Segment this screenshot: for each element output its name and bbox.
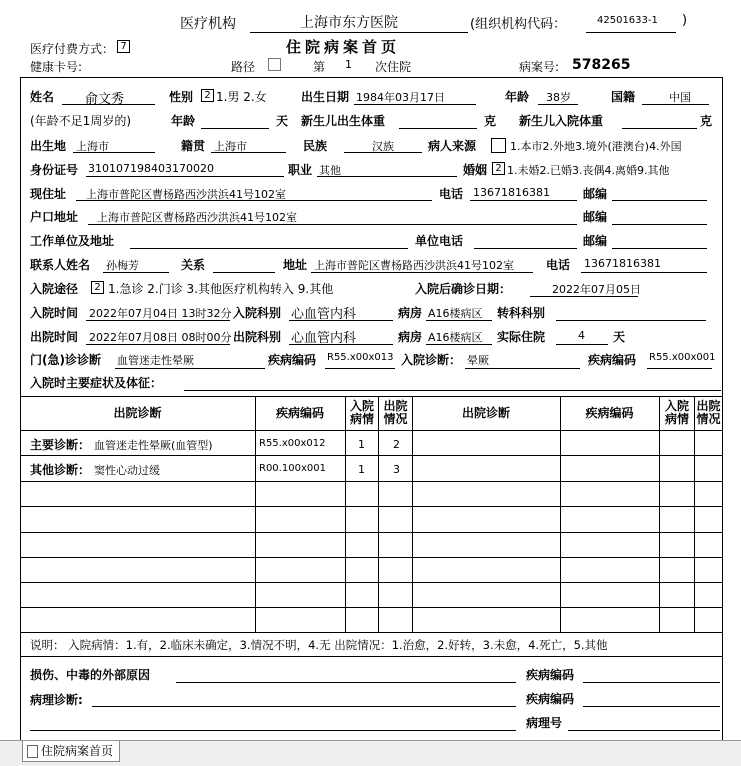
contact-addr-label: 地址 (283, 258, 308, 272)
address-label: 现住址 (30, 187, 67, 201)
hukou-label: 户口地址 (30, 210, 79, 224)
day-unit: 天 (276, 114, 289, 128)
sex-field[interactable]: 2 (201, 89, 214, 102)
job-label: 职业 (288, 163, 313, 177)
col-header-discharge-dx-2: 出院诊断 (461, 406, 510, 420)
address-value[interactable]: 上海市普陀区曹杨路西沙洪浜41号102室 (86, 188, 286, 201)
admit-dept-label: 入院科别 (233, 306, 282, 320)
sex-label: 性别 (169, 90, 194, 104)
native-value[interactable]: 上海市 (214, 140, 247, 153)
pay-type-field[interactable]: 7 (117, 40, 130, 53)
discharge-dept-label: 出院科别 (233, 330, 282, 344)
outpatient-code[interactable]: R55.x00x013 (327, 352, 394, 363)
admit-time-label: 入院时间 (30, 306, 79, 320)
source-options: 1.本市2.外地3.境外(港澳台)4.外国 (510, 140, 682, 153)
contact-phone-label: 电话 (546, 258, 571, 272)
discharge-time-value[interactable]: 2022年07月08日 08时00分 (89, 331, 232, 344)
gram-unit-2: 克 (700, 114, 713, 128)
infant-age-label: 年龄 (171, 114, 196, 128)
pathology-no-label: 病理号 (526, 716, 563, 730)
birthplace-value[interactable]: 上海市 (76, 140, 109, 153)
source-field[interactable] (491, 138, 506, 153)
nationality-label: 国籍 (611, 90, 636, 104)
org-code-close: ) (682, 13, 688, 28)
other-dx-outcome[interactable]: 3 (393, 463, 400, 476)
outpatient-dx-value[interactable]: 血管迷走性晕厥 (117, 354, 194, 367)
ward-label-2: 病房 (398, 330, 423, 344)
col-header-admit-state-2: 入院病情 (664, 399, 689, 426)
code-label-2: 疾病编码 (588, 353, 637, 367)
col-header-outcome: 出院情况 (383, 399, 408, 426)
marriage-field[interactable]: 2 (492, 162, 505, 175)
infant-note: (年龄不足1周岁的) (30, 114, 131, 128)
ethnic-value[interactable]: 汉族 (372, 140, 394, 153)
health-card-label: 健康卡号: (30, 60, 83, 74)
org-code-label: (组织机构代码： (470, 17, 567, 32)
diagnosis-note: 说明： 入院病情：1.有，2.临床未确定，3.情况不明，4.无 出院情况：1.治愈，2.好转，3.未愈，4.死亡，5.其他 (30, 638, 608, 652)
stay-label: 实际住院 (497, 330, 546, 344)
admit-times-label: 次住院 (375, 60, 412, 74)
pay-label: 医疗付费方式： (30, 42, 115, 56)
injury-code-label: 疾病编码 (526, 668, 575, 682)
path-label: 路径 (231, 60, 256, 74)
other-dx-name[interactable]: 窦性心动过缓 (94, 464, 160, 477)
birth-weight-label: 新生儿出生体重 (301, 114, 386, 128)
birthplace-label: 出生地 (30, 139, 67, 153)
stay-unit: 天 (613, 330, 626, 344)
sex-options: 1.男 2.女 (216, 90, 267, 104)
age-label: 年龄 (505, 90, 530, 104)
col-header-code-2: 疾病编码 (585, 406, 634, 420)
other-dx-code[interactable]: R00.100x001 (259, 463, 326, 474)
post-label: 邮编 (583, 187, 608, 201)
sheet-tab-bar (0, 740, 741, 766)
route-field[interactable]: 2 (91, 281, 104, 294)
work-phone-label: 单位电话 (415, 234, 464, 248)
confirm-label: 入院后确诊日期： (415, 282, 512, 296)
admit-code[interactable]: R55.x00x001 (649, 352, 716, 363)
discharge-time-label: 出院时间 (30, 330, 79, 344)
org-code: 42501633-1 (597, 15, 658, 26)
confirm-date[interactable]: 2022年07月05日 (552, 283, 641, 296)
case-number: 578265 (572, 57, 631, 73)
work-label: 工作单位及地址 (30, 234, 115, 248)
age-value[interactable]: 38岁 (546, 91, 571, 104)
tab-admission-record[interactable] (22, 741, 120, 762)
relation-label: 关系 (181, 258, 206, 272)
nationality-value[interactable]: 中国 (669, 91, 691, 104)
dob-label: 出生日期 (301, 90, 350, 104)
admit-dx-label: 入院诊断： (401, 353, 462, 367)
contact-addr-value[interactable]: 上海市普陀区曹杨路西沙洪浜41号102室 (314, 259, 514, 272)
contact-phone-value[interactable]: 13671816381 (584, 257, 661, 270)
path-checkbox[interactable] (268, 58, 281, 71)
outpatient-dx-label: 门(急)诊诊断 (30, 353, 101, 367)
case-no-label: 病案号: (519, 60, 560, 74)
main-dx-admit[interactable]: 1 (358, 438, 365, 451)
injury-label: 损伤、中毒的外部原因 (30, 668, 151, 682)
main-dx-name[interactable]: 血管迷走性晕厥(血管型) (94, 439, 213, 452)
main-dx-code[interactable]: R55.x00x012 (259, 438, 326, 449)
marriage-options: 1.未婚2.已婚3.丧偶4.离婚9.其他 (507, 164, 670, 177)
admit-time-value[interactable]: 2022年07月04日 13时32分 (89, 307, 232, 320)
route-label: 入院途径 (30, 282, 79, 296)
id-label: 身份证号 (30, 163, 79, 177)
admit-dept-value[interactable]: 心血管内科 (291, 307, 357, 322)
col-header-admit-state: 入院病情 (349, 399, 374, 426)
ward-value-2[interactable]: A16楼病区 (428, 331, 483, 344)
col-header-code: 疾病编码 (275, 406, 324, 420)
admission-count: 1 (345, 58, 352, 71)
contact-value[interactable]: 孙梅芳 (106, 259, 139, 272)
source-label: 病人来源 (428, 139, 477, 153)
org-name: 上海市东方医院 (300, 15, 398, 31)
job-value[interactable]: 其他 (319, 164, 341, 177)
ethnic-label: 民族 (303, 139, 328, 153)
admit-dx-value[interactable]: 晕厥 (467, 354, 489, 367)
route-options: 1.急诊 2.门诊 3.其他医疗机构转入 9.其他 (108, 282, 334, 296)
col-header-outcome-2: 出院情况 (696, 399, 721, 426)
main-dx-label: 主要诊断： (30, 438, 91, 452)
dob-value[interactable]: 1984年03月17日 (356, 91, 445, 104)
page-title: 住院病案首页 (286, 38, 401, 56)
marriage-label: 婚姻 (463, 163, 488, 177)
post-label-2: 邮编 (583, 210, 608, 224)
nth-label: 第 (313, 60, 326, 74)
hukou-value[interactable]: 上海市普陀区曹杨路西沙洪浜41号102室 (97, 211, 297, 224)
tab-label: 住院病案首页 (41, 744, 114, 758)
transfer-label: 转科科别 (497, 306, 546, 320)
name-label: 姓名 (30, 90, 55, 104)
contact-label: 联系人姓名 (30, 258, 91, 272)
ward-label: 病房 (398, 306, 423, 320)
stay-days[interactable]: 4 (578, 329, 585, 342)
patient-name[interactable]: 俞文秀 (85, 92, 125, 107)
phone-label: 电话 (439, 187, 464, 201)
post-label-3: 邮编 (583, 234, 608, 248)
id-value[interactable]: 310107198403170020 (88, 162, 214, 175)
code-label: 疾病编码 (268, 353, 317, 367)
main-dx-outcome[interactable]: 2 (393, 438, 400, 451)
gram-unit: 克 (484, 114, 497, 128)
admit-weight-label: 新生儿入院体重 (519, 114, 604, 128)
other-dx-admit[interactable]: 1 (358, 463, 365, 476)
pathology-code-label: 疾病编码 (526, 692, 575, 706)
col-header-discharge-dx: 出院诊断 (113, 406, 162, 420)
symptoms-label: 入院时主要症状及体征： (30, 376, 163, 390)
ward-value[interactable]: A16楼病区 (428, 307, 483, 320)
pathology-label: 病理诊断: (30, 693, 83, 707)
org-label: 医疗机构 (180, 16, 236, 32)
document-icon (27, 745, 38, 758)
native-label: 籍贯 (181, 139, 206, 153)
discharge-dept-value[interactable]: 心血管内科 (291, 331, 357, 346)
phone-value[interactable]: 13671816381 (473, 186, 550, 199)
other-dx-label: 其他诊断： (30, 463, 91, 477)
